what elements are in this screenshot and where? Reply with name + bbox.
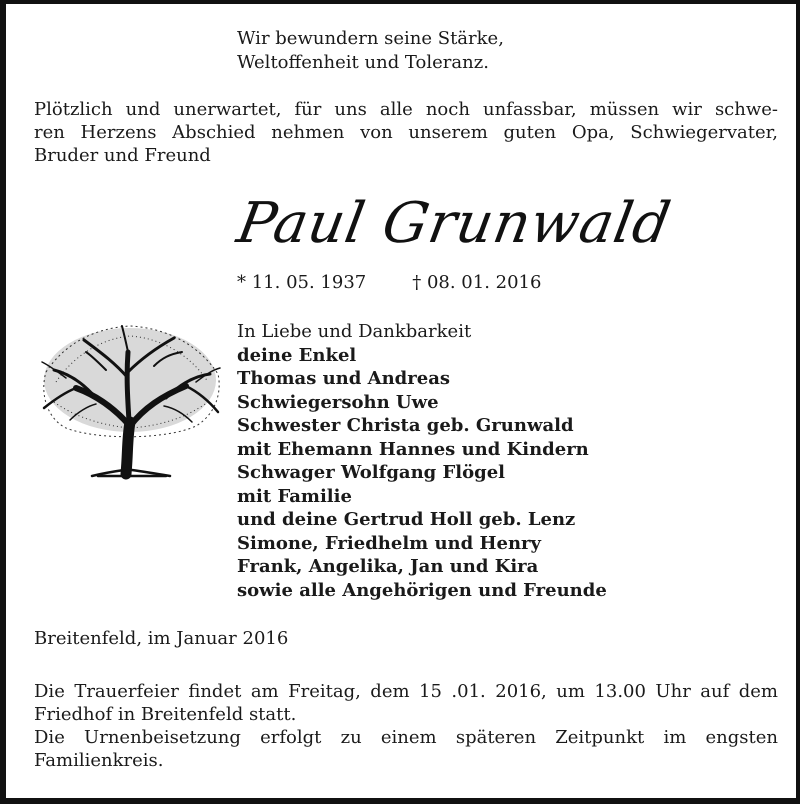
birth-date: * 11. 05. 1937 — [237, 272, 367, 293]
funeral-info — [34, 680, 778, 772]
intro-line: Bruder und Freund — [34, 145, 211, 166]
mourner-line: Frank, Angelika, Jan und Kira — [237, 556, 539, 577]
mourner-line: Schwiegersohn Uwe — [237, 391, 439, 413]
mourner-line: Schwester Christa geb. Grunwald — [237, 415, 574, 436]
funeral-info-line: Familienkreis. — [34, 750, 164, 771]
funeral-info-line: Friedhof in Breitenfeld statt. — [34, 704, 297, 725]
life-dates — [237, 272, 587, 293]
funeral-info-line: Die Trauerfeier findet am Freitag, dem 15 .01. 2016, um 13.00 Uhr auf dem — [34, 681, 778, 702]
motto-line-1: Wir bewundern seine Stärke, — [237, 28, 504, 49]
mourner-line: sowie alle Angehörigen und Freunde — [237, 579, 607, 601]
mourner-line: mit Familie — [237, 485, 352, 507]
intro-line: ren Herzens Abschied nehmen von unserem guten Opa, Schwiegervater, — [34, 122, 778, 143]
mourner-line: und deine Gertrud Holl geb. Lenz — [237, 509, 576, 530]
mourner-line: deine Enkel — [237, 344, 357, 366]
mourners-list — [237, 320, 607, 602]
intro-line: Plötzlich und unerwartet, für uns alle noch unfassbar, müssen wir schwe- — [34, 99, 778, 120]
funeral-info-line: Die Urnenbeisetzung erfolgt zu einem späteren Zeitpunkt im engsten — [34, 727, 778, 748]
mourner-line: mit Ehemann Hannes und Kindern — [237, 438, 589, 460]
motto-line-2: Weltoffenheit und Toleranz. — [237, 52, 489, 73]
death-date: † 08. 01. 2016 — [412, 272, 542, 293]
mourners-intro: In Liebe und Dankbarkeit — [237, 321, 472, 342]
deceased-name: Paul Grunwald — [232, 191, 676, 256]
intro-paragraph — [34, 98, 778, 167]
mourner-line: Schwager Wolfgang Flögel — [237, 462, 506, 483]
mourner-line: Simone, Friedhelm und Henry — [237, 532, 541, 554]
mourner-line: Thomas und Andreas — [237, 368, 450, 389]
tree-icon — [36, 322, 224, 482]
place-date: Breitenfeld, im Januar 2016 — [34, 628, 289, 649]
